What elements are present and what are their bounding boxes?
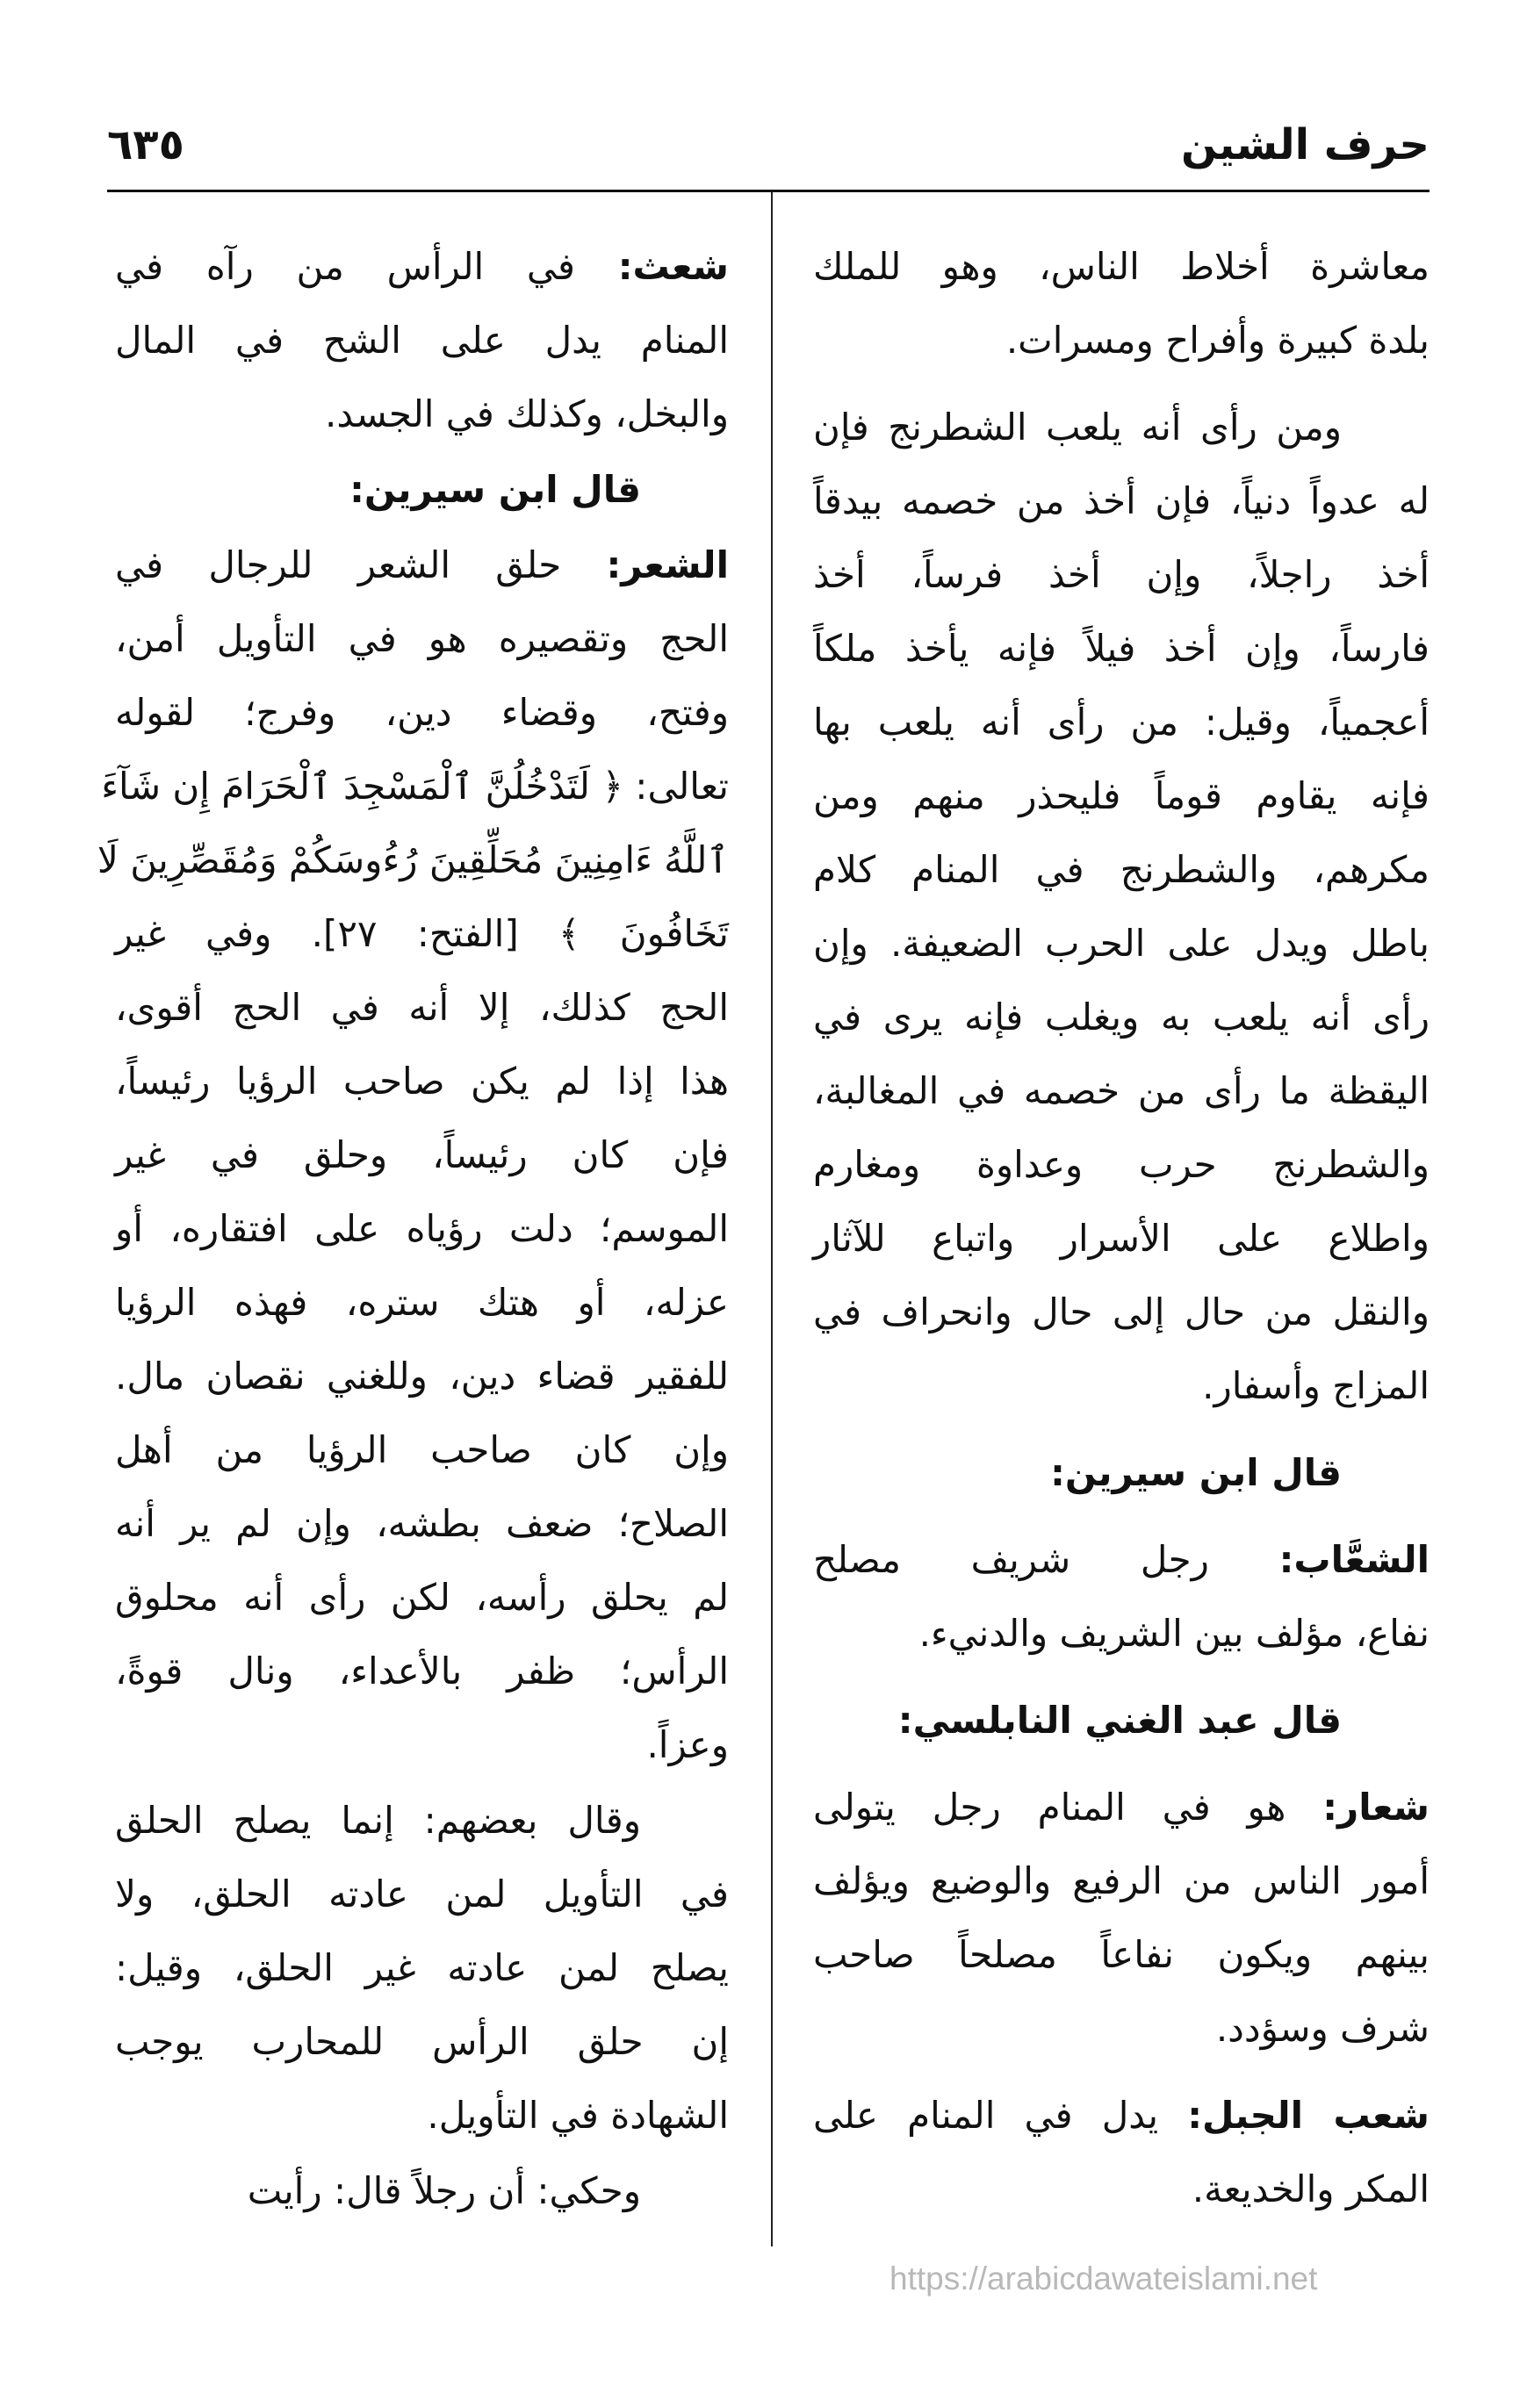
line-text: رأى أنه يلعب به ويغلب فإنه يرى في [813,996,1430,1039]
paragraph [813,391,1430,1423]
text-line [115,1708,729,1782]
line-text: إن حلق الرأس للمحارب يوجب [115,2020,729,2063]
line-text: وإن كان صاحب الرؤيا من أهل [115,1428,729,1471]
text-line [97,823,729,897]
text-line [813,1276,1430,1349]
line-text: في الرأس من رآه في [115,245,575,288]
line-text: فارساً، وإن أخذ فيلاً فإنه يأخذ ملكاً [813,627,1430,670]
entry-term: شعار: [1322,1786,1430,1829]
text-line [115,2079,729,2153]
line-text: الصلاح؛ ضعف بطشه، وإن لم ير أنه [115,1502,729,1545]
left-column [97,230,729,2228]
line-text: المكر والخديعة. [1192,2167,1430,2210]
text-line [813,833,1430,907]
line-text: والبخل، وكذلك في الجسد. [325,392,729,435]
line-text: يدل في المنام على [813,2094,1159,2137]
paragraph [813,2079,1430,2226]
text-line [813,1523,1430,1597]
text-line [115,897,729,971]
text-line [813,1918,1430,1992]
text-line [813,538,1430,612]
text-line [813,1684,1430,1757]
text-line [115,453,729,527]
line-text: ٱللَّهُ ءَامِنِينَ مُحَلِّقِينَ رُءُوسَكُمْ وَمُقَصِّرِينَ لَا [97,838,729,881]
text-line [115,230,729,304]
line-text: قال ابن سيرين: [1050,1451,1342,1494]
text-line [115,1045,729,1118]
line-text: باطل ويدل على الحرب الضعيفة. وإن [813,922,1430,965]
line-text: وعزاً. [646,1723,729,1766]
line-text: حلق الشعر للرجال في [115,543,562,586]
text-line [101,750,729,823]
line-text: فإن كان رئيساً، وحلق في غير [115,1133,729,1176]
line-text: نفاع، مؤلف بين الشريف والدنيء. [918,1612,1430,1655]
text-line [115,1266,729,1340]
paragraph [115,230,729,451]
text-line [813,1349,1430,1423]
line-text: وقال بعضهم: إنما يصلح الحلق [115,1799,641,1842]
line-text: ومن رأى أنه يلعب الشطرنج فإن [813,406,1342,449]
text-line [813,464,1430,538]
column-divider [771,192,773,2246]
line-text: له عدواً دنياً، فإن أخذ من خصمه بيدقاً [813,479,1430,522]
text-line [115,377,729,451]
text-line [115,1413,729,1487]
line-text: يصلح لمن عادته غير الحلق، وقيل: [115,1946,729,1989]
text-line [813,304,1430,377]
text-line [115,1635,729,1708]
chapter-title: حرف الشين [1180,120,1430,169]
entry-term: الشعَّاب: [1278,1538,1430,1581]
line-text: الشهادة في التأويل. [427,2094,729,2137]
text-line [115,971,729,1045]
text-line [813,1597,1430,1671]
line-text: قال عبد الغني النابلسي: [897,1699,1342,1742]
section-heading [813,1684,1430,1757]
text-line [115,1561,729,1635]
text-line [813,230,1430,304]
text-line [813,1202,1430,1276]
line-text: أعجمياً، وقيل: من رأى أنه يلعب بها [813,701,1430,744]
text-line [115,2005,729,2079]
line-text: الحج كذلك، إلا أنه في الحج أقوى، [115,986,729,1029]
line-text: الرأس؛ ظفر بالأعداء، ونال قوةً، [115,1650,729,1693]
line-text: قال ابن سيرين: [349,468,641,511]
text-line [115,676,729,750]
line-text: وفتح، وقضاء دين، وفرج؛ لقوله [115,691,729,734]
text-line [115,1931,729,2005]
text-line [115,1487,729,1561]
entry-term: الشعر: [606,543,729,586]
entry-term: شعب الجبل: [1187,2094,1430,2137]
line-text: المنام يدل على الشح في المال [115,319,729,362]
line-text: بلدة كبيرة وأفراح ومسرات. [1005,319,1430,362]
header-rule [107,190,1430,192]
text-line [115,1858,729,1931]
text-line [813,2153,1430,2226]
section-heading [115,453,729,527]
paragraph [115,1784,729,2153]
text-line [813,1054,1430,1128]
line-text: تَخَافُونَ ﴾ [الفتح: ٢٧]. وفي غير [115,912,729,955]
line-text: بينهم ويكون نفاعاً مصلحاً صاحب [813,1933,1430,1976]
text-line [813,686,1430,759]
text-line [115,528,729,602]
line-text: معاشرة أخلاط الناس، وهو للملك [813,245,1430,288]
line-text: مكرهم، والشطرنج في المنام كلام [813,848,1430,891]
text-line [813,1844,1430,1918]
text-line [813,1771,1430,1844]
line-text: تعالى: ﴿ لَتَدْخُلُنَّ ٱلْمَسْجِدَ ٱلْحَرَامَ إِن شَآءَ [101,765,729,808]
text-line [813,612,1430,686]
text-line [813,1992,1430,2066]
entry-term: شعث: [617,245,729,288]
right-column [813,230,1430,2226]
text-line [115,2154,729,2228]
text-line [115,602,729,676]
text-line [813,1128,1430,1202]
section-heading [813,1436,1430,1510]
text-line [813,1436,1430,1510]
line-text: عزله، أو هتك ستره، فهذه الرؤيا [115,1281,729,1324]
line-text: والنقل من حال إلى حال وانحراف في [813,1290,1430,1333]
text-line [115,1784,729,1858]
text-line [115,1340,729,1413]
line-text: لم يحلق رأسه، لكن رأى أنه محلوق [115,1576,729,1619]
paragraph [97,528,729,1782]
page-number: ٦٣٥ [107,120,184,169]
line-text: اليقظة ما رأى من خصمه في المغالبة، [813,1069,1430,1112]
text-line [813,391,1430,464]
text-line [813,2079,1430,2153]
line-text: رجل شريف مصلح [813,1538,1209,1581]
line-text: هذا إذا لم يكن صاحب الرؤيا رئيساً، [115,1060,729,1103]
line-text: المزاج وأسفار. [1202,1364,1430,1407]
paragraph [813,1523,1430,1671]
line-text: وحكي: أن رجلاً قال: رأيت [247,2169,641,2212]
text-line [813,907,1430,981]
line-text: فإنه يقاوم قوماً فليحذر منهم ومن [813,774,1430,817]
line-text: الموسم؛ دلت رؤياه على افتقاره، أو [115,1207,729,1250]
text-line [115,304,729,377]
paragraph [115,2154,729,2228]
line-text: للفقير قضاء دين، وللغني نقصان مال. [115,1355,729,1398]
line-text: شرف وسؤدد. [1215,2007,1430,2050]
text-line [115,1192,729,1266]
paragraph [813,1771,1430,2066]
line-text: هو في المنام رجل يتولى [813,1786,1286,1829]
text-line [813,981,1430,1054]
watermark-url: https://arabicdawateislami.net [889,2261,1318,2297]
line-text: أمور الناس من الرفيع والوضيع ويؤلف [813,1859,1430,1902]
line-text: في التأويل لمن عادته الحلق، ولا [115,1872,729,1916]
text-line [813,759,1430,833]
line-text: الحج وتقصيره هو في التأويل أمن، [115,617,729,660]
line-text: والشطرنج حرب وعداوة ومغارم [813,1143,1430,1186]
line-text: أخذ راجلاً، وإن أخذ فرساً، أخذ [813,553,1430,596]
line-text: واطلاع على الأسرار واتباع للآثار [813,1217,1430,1260]
text-line [115,1118,729,1192]
paragraph [813,230,1430,377]
